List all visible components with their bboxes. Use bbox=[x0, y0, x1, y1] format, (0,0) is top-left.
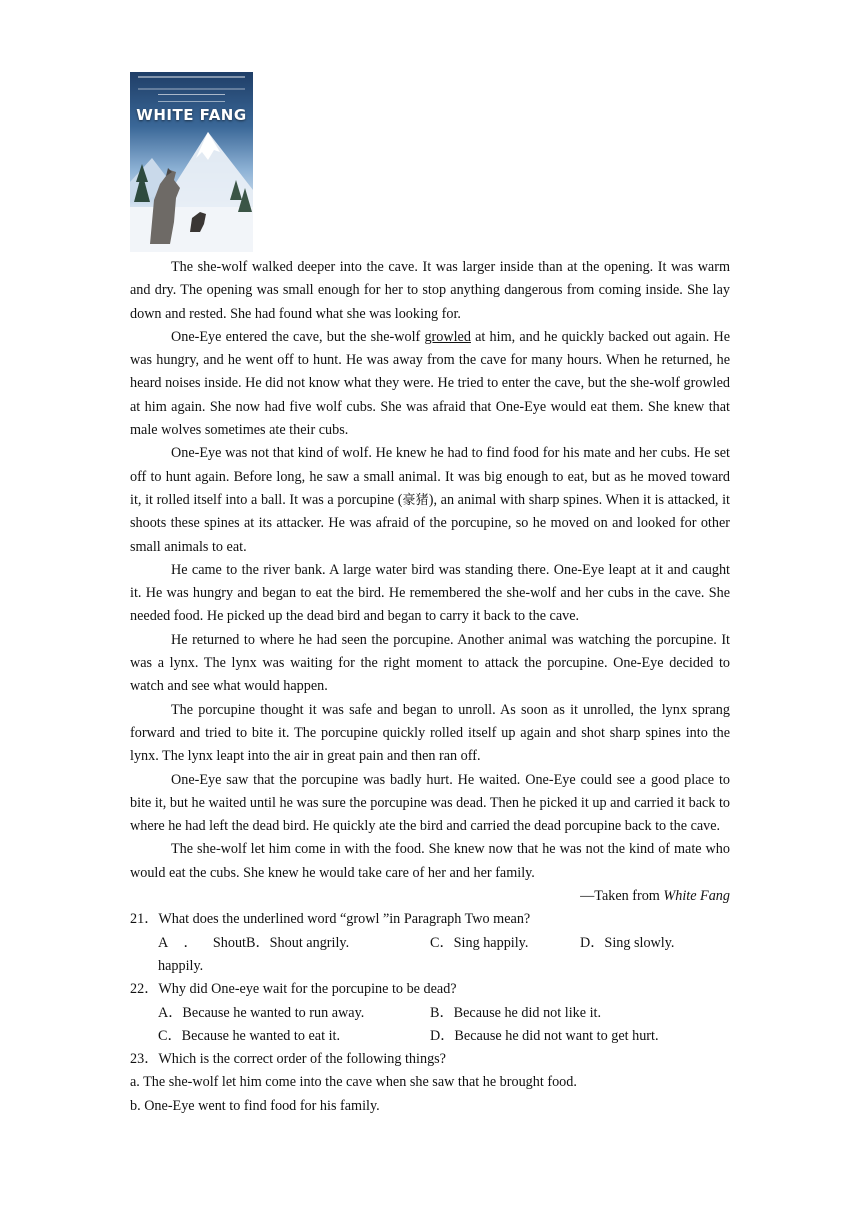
paragraph-3-start: One-Eye was not that kind of wolf. He knew he had to find food for his mate and her cubs. He set off to hunt again. Before long, he saw a small animal. It was big enough to eat, but as he moved toward it, it rolled itself into a ball. It was a porcupine ( bbox=[130, 445, 730, 508]
question-21-option-d: D．Sing slowly. bbox=[580, 934, 675, 951]
paragraph-3-rest: ), an animal with sharp spines. When it is attacked, it shoots these spines at its attacker. He was afraid of the porcupine, so he moved on and looked for other small animals to eat. bbox=[130, 491, 730, 555]
paragraph-6: The porcupine thought it was safe and began to unroll. As soon as it unrolled, the lynx sprang forward and tried to bite it. The porcupine quickly rolled itself up again and shot sharp spines into the lynx. The lynx leapt into the air in great pain and then ran off. bbox=[130, 701, 730, 765]
paragraph-7: One-Eye saw that the porcupine was badly hurt. He waited. One-Eye could see a good place to bite it, but he waited until he was sure the porcupine was dead. Then he picked it up and carried it back to where he had left the dead bird. He quickly ate the bird and carried the dead porcupine back to the cave. bbox=[130, 771, 730, 835]
paragraph-2-rest: at him, and he quickly backed out again. He was hungry, and he went off to hunt. He was away from the cave for many hours. When he returned, he heard noises inside. He did not know what they were. He tried to enter the cave, but the she-wolf growled at him again. She now had five wolf cubs. She was afraid that One-Eye would eat them. She knew that male wolves sometimes ate their cubs. bbox=[130, 328, 731, 439]
question-22-option-b: B．Because he did not like it. bbox=[430, 1004, 602, 1021]
question-22-option-c: C．Because he wanted to eat it. bbox=[158, 1027, 341, 1044]
paragraph-8: The she-wolf let him come in with the food. She knew now that he was not the kind of mate who would eat the cubs. She knew he would take care of her and her family. bbox=[130, 841, 730, 881]
question-22-stem: 22．Why did One-eye wait for the porcupine to be dead? bbox=[130, 981, 457, 998]
poster-title: WHITE FANG bbox=[136, 106, 247, 124]
question-21-stem: 21．What does the underlined word “growl ”in Paragraph Two mean? bbox=[130, 911, 531, 928]
question-23-item-b: b. One-Eye went to find food for his family. bbox=[130, 1097, 380, 1114]
poster-scene-illustration bbox=[130, 72, 253, 252]
question-21-option-c: C．Sing happily. bbox=[430, 934, 529, 951]
question-23-stem: 23．Which is the correct order of the following things? bbox=[130, 1051, 446, 1068]
question-21-option-a: A．Shout happily. bbox=[158, 934, 246, 974]
question-22-option-a: A．Because he wanted to run away. bbox=[158, 1004, 365, 1021]
source-title: White Fang bbox=[663, 888, 730, 905]
source-citation bbox=[130, 885, 730, 908]
question-23-item-a: a. The she-wolf let him come into the cave when she saw that he brought food. bbox=[130, 1074, 577, 1091]
source-prefix: —Taken from bbox=[580, 888, 664, 905]
question-21-option-b: B．Shout angrily. bbox=[246, 934, 350, 951]
white-fang-poster-image bbox=[130, 72, 253, 252]
underlined-word-growled: growled bbox=[424, 328, 471, 345]
paragraph-1: The she-wolf walked deeper into the cave. It was larger inside than at the opening. It was warm and dry. The opening was small enough for her to stop anything dangerous from coming inside. She lay down and rested. She had found what she was looking for. bbox=[130, 259, 730, 322]
question-22-options-row-2 bbox=[130, 1025, 730, 1048]
document-page bbox=[130, 72, 730, 1118]
paragraph-5: He returned to where he had seen the porcupine. Another animal was watching the porcupine. It was a lynx. The lynx was waiting for the right moment to attack the porcupine. One-Eye decided to watch and see what would happen. bbox=[130, 631, 730, 695]
chinese-gloss: 豪猪 bbox=[402, 492, 429, 508]
question-22-options-row-1 bbox=[130, 1002, 730, 1025]
paragraph-3 bbox=[130, 442, 730, 558]
question-22-option-d: D．Because he did not want to get hurt. bbox=[430, 1027, 659, 1044]
reading-passage bbox=[130, 256, 730, 1118]
paragraph-4: He came to the river bank. A large water bird was standing there. One-Eye leapt at it and caught it. He was hungry and began to eat the bird. He remembered the she-wolf and her cubs in the cave. She needed food. He picked up the dead bird and began to carry it back to the cave. bbox=[130, 561, 730, 625]
paragraph-2 bbox=[130, 326, 730, 442]
question-21-options bbox=[130, 932, 730, 979]
paragraph-2-start: One-Eye entered the cave, but the she-wolf bbox=[171, 328, 425, 345]
